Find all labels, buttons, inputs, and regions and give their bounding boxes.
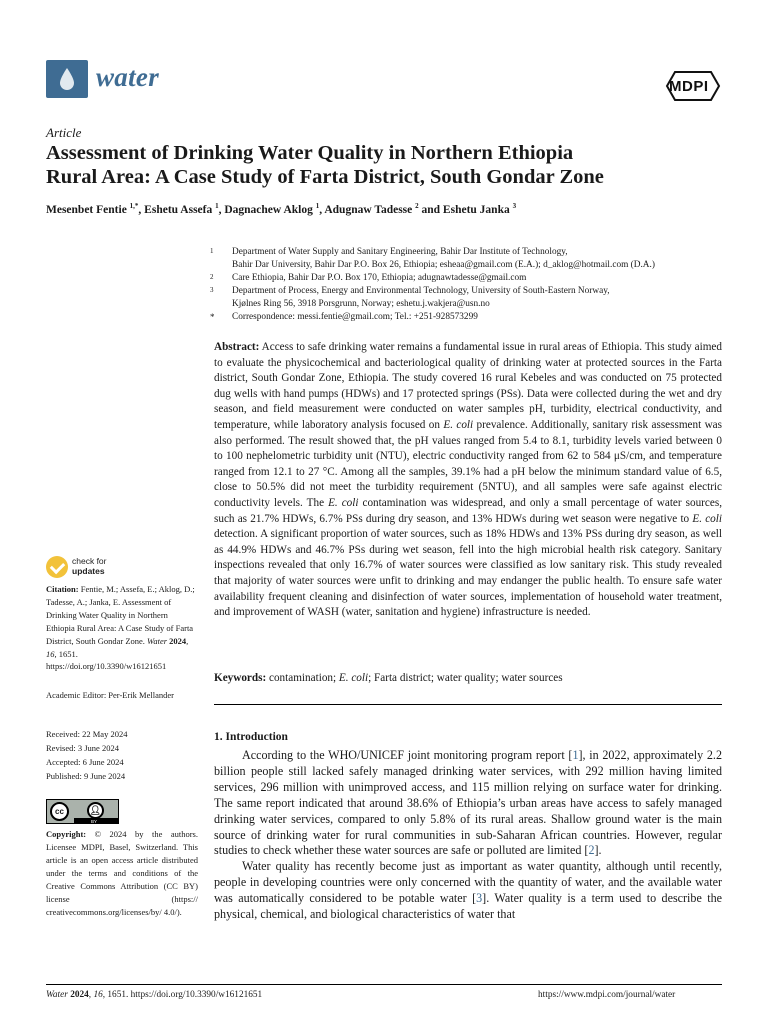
keywords-label: Keywords: [214,672,267,684]
citation-volume: , 16 [46,635,189,659]
footer-volume: , 16 [88,990,103,1000]
revised-date: Revised: 3 June 2024 [46,743,119,753]
footer-year: 2024 [67,990,89,1000]
keywords-italic: E. coli [338,672,369,684]
author-affiliation-mark: 1 [315,202,320,210]
author-name: Mesenbet Fentie [46,203,127,216]
author-separator: , [138,203,145,216]
paragraph-text: Water quality has recently become just as important as water quantity, although until recently, people in developing countries were only concerned with the quantity of water, and the available water was automatically considered to be potable water [ [214,859,722,906]
paragraph [214,859,722,923]
paragraph-text: According to the WHO/UNICEF joint monitoring program report [ [242,748,573,762]
citation-year: 2024 [167,635,187,646]
published-date: Published: 9 June 2024 [46,771,126,781]
copyright-label: Copyright: [46,829,87,839]
citation-journal: Water [147,635,168,646]
attribution-person-icon: 👤︎ [87,802,104,819]
footer-doi: , 1651. https://doi.org/10.3390/w16121651 [102,990,263,1000]
badge-by-text: BY [91,819,98,824]
journal-logo [46,60,88,98]
abstract-text: detection. A significant proportion of water sources, such as 18% HDWs and 13% PSs during dry season, as well as 44.9% HDWs and 46.7% PSs during wet season, fell into the high microbial health risk category. Sanitary inspections revealed that only 16.7% of water sources were classified as low sanitary risk. This study revealed that majority of water sources were unfit to drinking and may endanger the public health. To ensure safe water availability frequent cleaning and disinfection of water sources, implementation of household water treatment, and improvement of WASH (water, sanitation and hygiene) infrastructure is needed. [214,528,722,619]
checkmark-icon [46,556,68,578]
title-line-1: Assessment of Drinking Water Quality in Northern Ethiopia [46,142,574,164]
introduction-body [214,748,722,923]
article-type: Article [46,125,82,140]
author-separator: and [418,203,443,216]
cc-by-license-badge[interactable] [46,799,119,824]
citation-label: Citation: [46,584,79,594]
accepted-date: Accepted: 6 June 2024 [46,757,124,767]
abstract [214,340,722,621]
affiliation-number: 1 [210,247,214,255]
paragraph-text: ]. [594,843,602,858]
paragraph-text: ]. Water quality is a term used to describe the physical, chemical, and biological characteristics of water that [214,891,723,922]
author-affiliation-mark: 2 [415,202,419,210]
title-line-2: Rural Area: A Case Study of Farta District, South Gondar Zone [46,166,604,188]
abstract-italic: E. coli [443,418,474,431]
journal-name: water [96,62,160,92]
abstract-label: Abstract: [214,341,260,353]
author-name: Eshetu Assefa [144,203,213,216]
footer-journal: Water [46,990,68,1000]
author-separator: , [218,203,225,216]
citation-text: Fentie, M.; Assefa, E.; Aklog, D.; Tadesse, A.; Janka, E. Assessment of Drinking Water Quality in Northern Ethiopia Rural Area: A Case Study of Farta District, South Gondar Zone. [46,584,195,646]
abstract-text: Access to safe drinking water remains a fundamental issue in rural areas of Ethiopia. This study aimed to evaluate the physicochemical and bacteriological quality of drinking water at protected sources in the Farta district, South Gondar Zone, Ethiopia. The study covered 16 rural Kebeles and was conducted on 75 protected dug wells with hand pumps (HDWs) and 17 protected springs (PSs). Data were collected during the wet and dry season, and field measurement were conducted on water samples pH, turbidity, electrical conductivity, and temperature, while laboratory analysis focused on [214,341,722,431]
keywords [214,672,722,684]
academic-editor: Academic Editor: Per-Erik Mellander [46,690,174,700]
reference-link[interactable]: 1 [572,748,579,762]
abstract-italic: E. coli [328,496,359,509]
footer-journal-url[interactable]: https://www.mdpi.com/journal/water [538,990,676,1000]
affiliation-number: 2 [210,273,214,281]
reference-link[interactable]: 2 [588,843,595,858]
check-for-updates-button[interactable] [46,556,146,578]
affiliation-text: Bahir Dar University, Bahir Dar P.O. Box 26, Ethiopia; esheaa@gmail.com (E.A.); d_aklog@hotmail.com (D.A.) [232,260,655,270]
section-heading: 1. Introduction [214,731,288,743]
received-date: Received: 22 May 2024 [46,729,128,739]
keywords-text: contamination; [266,672,339,684]
footer-citation [46,990,262,1000]
keywords-text: ; Farta district; water quality; water sources [368,672,563,684]
check-updates-label [72,557,107,576]
section-divider [214,704,722,705]
affiliation-text: Kjølnes Ring 56, 3918 Porsgrunn, Norway; eshetu.j.wakjera@usn.no [232,299,490,309]
abstract-italic: E. coli [692,512,722,525]
copyright-notice [46,828,198,919]
copyright-text: © 2024 by the authors. Licensee MDPI, Basel, Switzerland. This article is an open access article distributed under the terms and conditions of the Creative Commons Attribution (CC BY) license (https:// creativecommons.org/licenses/by/ 4.0/). [46,829,198,917]
reference-link[interactable]: 3 [476,891,483,906]
affiliation-text: Department of Process, Energy and Environmental Technology, University of South-Eastern Norway, [232,286,610,296]
abstract-text: prevalence. Additionally, sanitary risk assessment was also performed. The result showed that, the pH values ranged from 5.4 to 8.1, turbidity levels varied between 0 to 100 nephelometric turbidity unit (NTU), electric conductivity ranged from 62 to 584 μS/cm, and temperature ranged from 12.1 to 27 °C. Among all the samples, 39.1% had a pH below the minimum standard value of 6.5, close to 50.5% did not meet the turbidity requirement (5NTU), and all samples were safe against electric conductivity levels. The [214,418,722,509]
citation-doi: , 1651. https://doi.org/10.3390/w16121651 [46,648,167,672]
affiliation-text: Care Ethiopia, Bahir Dar P.O. Box 170, Ethiopia; adugnawtadesse@gmail.com [232,273,527,283]
footer-divider [46,984,722,985]
check-updates-line: updates [72,565,105,576]
affiliation-number: * [210,312,215,322]
water-drop-icon [57,66,77,92]
author-affiliation-mark: 3 [512,202,517,210]
author-affiliation-mark: 1 [215,202,219,210]
citation [46,583,198,673]
affiliation-text: Correspondence: messi.fentie@gmail.com; Tel.: +251-928573299 [232,312,478,322]
author-affiliation-mark: 1,* [129,202,139,210]
publisher-name: MDPI [669,78,709,95]
creative-commons-icon: cc [50,802,69,821]
affiliation-text: Department of Water Supply and Sanitary Engineering, Bahir Dar Institute of Technology, [232,247,568,257]
mdpi-logo [665,70,721,102]
check-updates-line: check for [72,556,107,566]
author-name: Eshetu Janka [442,203,510,216]
author-name: Dagnachew Aklog [224,203,313,216]
author-name: Adugnaw Tadesse [324,203,413,216]
author-separator: , [319,203,325,216]
author-list [46,202,516,216]
abstract-text: contamination was widespread, and only a small percentage of water sources, such as 21.7% HDWs, 6.7% PSs during dry season, and 13% HDWs during wet season were negative to [214,496,722,525]
affiliation-number: 3 [210,286,214,294]
article-title [46,141,736,189]
paragraph [214,748,722,859]
paragraph-text: ], in 2022, approximately 2.2 billion people still lacked safely managed drinking water services, with 292 million having limited services, 296 million with unimproved access, and 115 million relying on surface water for drinking. The same report indicated that around 38.6% of Ethiopia’s urban areas have access to safely managed drinking water services, compared to only 5.8% of its rural areas. Shallow ground water is the main source of drinking water for rural communities in sub-Saharan African countries. However, regular studies to check whether these water sources are safe or polluted are limited [ [214,748,722,858]
